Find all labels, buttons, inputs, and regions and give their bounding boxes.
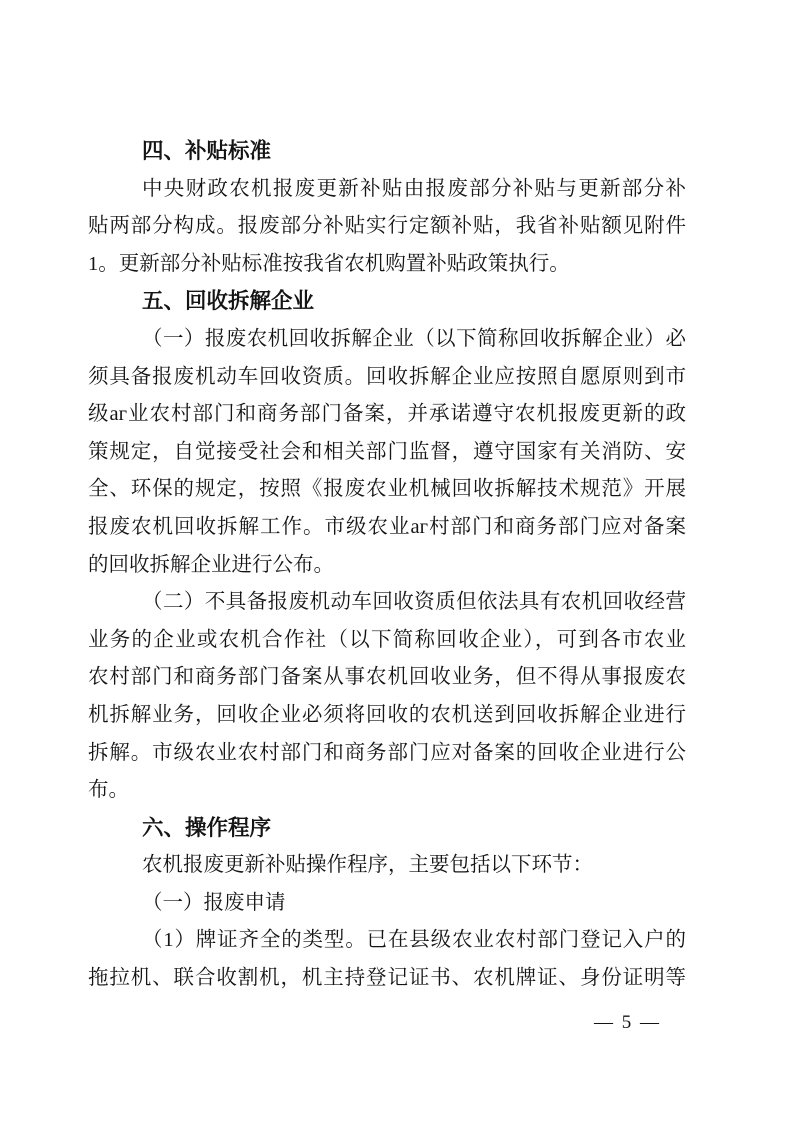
body-text-line: 拖拉机、联合收割机，机主持登记证书、农机牌证、身份证明等 — [88, 967, 686, 990]
body-text-line: 1。更新部分补贴标准按我省农机购置补贴政策执行。 — [88, 252, 570, 275]
body-text-line: （二）不具备报废机动车回收资质但依法具有农机回收经营 — [142, 591, 686, 614]
body-text-line: 贴两部分构成。报废部分补贴实行定额补贴，我省补贴额见附件 — [88, 215, 686, 238]
body-text-line: （一）报废申请 — [142, 891, 286, 914]
body-text-line: 农村部门和商务部门备案从事农机回收业务，但不得从事报废农 — [88, 666, 686, 689]
section-heading: 四、补贴标准 — [142, 139, 272, 163]
page-number: — 5 — — [594, 1012, 661, 1033]
body-text-line: 中央财政农机报废更新补贴由报废部分补贴与更新部分补 — [142, 177, 686, 200]
body-text-line: 业务的企业或农机合作社（以下简称回收企业），可到各市农业 — [88, 628, 686, 651]
section-heading: 六、操作程序 — [142, 815, 272, 840]
document-body — [88, 133, 686, 998]
body-text-line: 报废农机回收拆解工作。市级农业аг村部门和商务部门应对备案 — [88, 515, 686, 538]
body-text-line: （1）牌证齐全的类型。已在县级农业农村部门登记入户的 — [142, 929, 686, 952]
body-text-line: 拆解。市级农业农村部门和商务部门应对备案的回收企业进行公 — [88, 741, 686, 764]
body-text-line: 须具备报废机动车回收资质。回收拆解企业应按照自愿原则到市 — [88, 365, 686, 388]
body-text-line: 级аг业农村部门和商务部门备案，并承诺遵守农机报废更新的政 — [88, 403, 686, 426]
body-text-line: 策规定，自觉接受社会和相关部门监督，遵守国家有关消防、安 — [88, 440, 686, 463]
body-text-line: 的回收拆解企业进行公布。 — [88, 553, 334, 576]
body-text-line: 机拆解业务，回收企业必须将回收的农机送到回收拆解企业进行 — [88, 703, 686, 726]
section-heading: 五、回收拆解企业 — [142, 289, 315, 314]
body-text-line: 农机报废更新补贴操作程序，主要包括以下环节： — [142, 854, 593, 877]
body-text-line: 全、环保的规定，按照《报废农业机械回收拆解技术规范》开展 — [88, 478, 686, 501]
body-text-line: 布。 — [88, 779, 129, 802]
body-text-line: （一）报废农机回收拆解企业（以下简称回收拆解企业）必 — [142, 327, 686, 350]
